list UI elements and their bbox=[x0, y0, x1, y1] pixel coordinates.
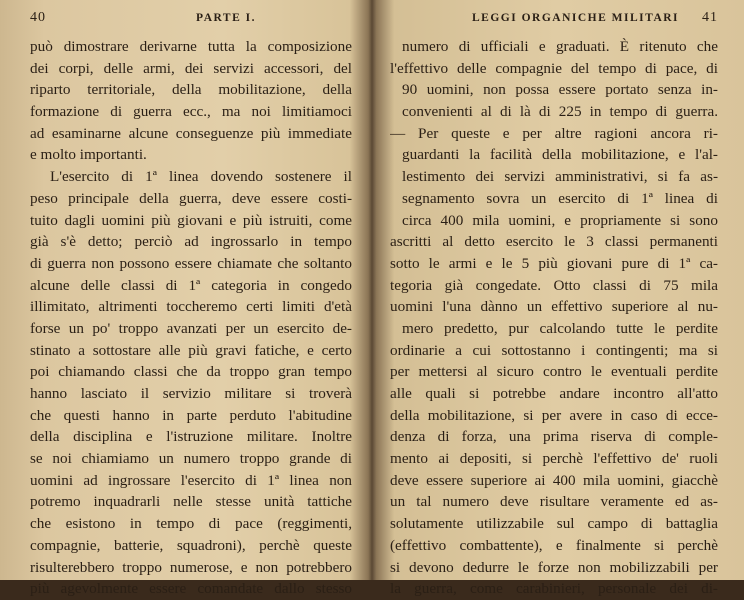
text-line: — Per queste e per altre ragioni ancora ri- bbox=[390, 124, 718, 142]
text-line: di guerra non possono essere chiamate che soltanto bbox=[30, 254, 352, 272]
text-line: dei corpi, delle armi, dei servizi accessori, del bbox=[30, 59, 352, 77]
text-line: della mobilitazione, si per avere in caso di ecce- bbox=[390, 406, 718, 424]
text-line: poi chiamando classi che da troppo gran tempo bbox=[30, 363, 352, 381]
text-line: potremo inquadrarli nelle stesse unità tattiche bbox=[30, 493, 352, 511]
text-line: 90 uomini, non possa essere portato senza in- bbox=[402, 81, 718, 99]
text-line: che esistono in tempo di pace (reggimenti, bbox=[30, 515, 352, 533]
text-line: per mettersi al sicuro contro le eventuali perdite bbox=[390, 363, 718, 381]
text-line: (effettivo combattente), e finalmente si perchè bbox=[390, 536, 718, 554]
text-line: già s'è detto; perciò ad ingrossarlo in tempo bbox=[30, 233, 352, 251]
text-line: risulterebbero troppo numerose, e non potrebbero bbox=[30, 558, 352, 576]
page-number: 41 bbox=[702, 10, 718, 25]
text-line: solutamente utilizzabile sul campo di battaglia bbox=[390, 515, 718, 533]
text-line: si devono dedurre le forze non mobilizzabili per bbox=[390, 558, 718, 576]
text-line: un tal numero deve risultare veramente ed as- bbox=[390, 493, 718, 511]
running-head: LEGGI ORGANICHE MILITARI bbox=[472, 12, 680, 24]
text-line: della disciplina e l'istruzione militare. Inoltre bbox=[30, 428, 352, 446]
right-page-header bbox=[390, 10, 718, 36]
text-line: e molto importanti. bbox=[30, 146, 147, 164]
text-line: mero predetto, pur calcolando tutte le perdite bbox=[402, 319, 718, 337]
page-number: 40 bbox=[30, 10, 46, 25]
text-line: l'effettivo delle compagnie del tempo di pace, di bbox=[390, 59, 718, 77]
text-line: compagnie, batterie, squadroni), perchè queste bbox=[30, 536, 352, 554]
text-line: deve essere superiore ai 400 mila uomini, giacchè bbox=[390, 471, 718, 489]
text-line: riparto territoriale, della mobilitazione, della bbox=[30, 81, 352, 99]
text-line: sotto le armi e le 5 più giovani pure di 1ª ca- bbox=[390, 254, 718, 272]
text-line: numero di ufficiali e graduati. È ritenuto che bbox=[402, 38, 718, 55]
text-line: illimitato, altrimenti toccheremo certi limiti d'età bbox=[30, 298, 352, 316]
text-line: guardanti la facilità della mobilitazione, e l'al- bbox=[402, 146, 718, 164]
text-line: tegoria già congedate. Otto classi di 75 mila bbox=[390, 276, 718, 294]
text-line: alle quali si potrebbe andare incontro all'atto bbox=[390, 385, 718, 402]
text-line: più agevolmente essere comandate dallo stesso bbox=[30, 580, 352, 598]
running-head: PARTE I. bbox=[196, 12, 256, 24]
text-line: tuito dagli uomini più giovani e più istruiti, come bbox=[30, 211, 352, 229]
text-line: se noi chiamiamo un numero troppo grande di bbox=[30, 450, 352, 468]
text-line: hanno lasciato il servizio militare si troverà bbox=[30, 385, 352, 402]
text-line: lestimento dei servizi amministrativi, si fa as- bbox=[402, 168, 718, 186]
text-line: ascritti al detto esercito le 3 classi permanenti bbox=[390, 233, 718, 251]
text-line: può dimostrare derivarne tutta la composizione bbox=[30, 38, 352, 55]
text-line: ad esaminarne alcune conseguenze più immediate bbox=[30, 124, 352, 142]
text-line: convenienti al di là di 225 in tempo di guerra. bbox=[402, 103, 718, 121]
left-page bbox=[0, 0, 366, 598]
text-line: peso principale della guerra, deve essere costi- bbox=[30, 189, 352, 207]
text-line: circa 400 mila uomini, e propriamente si sono bbox=[402, 211, 718, 229]
text-line: formazione di guerra ecc., ma noi limitiamoci bbox=[30, 103, 352, 121]
text-line: la guerra, come carabinieri, personale dei di- bbox=[390, 580, 718, 598]
text-line: denza di forza, una prima riserva di comple- bbox=[390, 428, 718, 446]
text-line: alcune delle classi di 1ª categoria in congedo bbox=[30, 276, 352, 294]
right-page-text bbox=[390, 36, 718, 600]
text-line: uomini ad ingrossare l'esercito di 1ª linea non bbox=[30, 471, 352, 489]
right-page bbox=[378, 0, 744, 598]
text-line: che questi hanno in parte perduto l'abitudine bbox=[30, 406, 352, 424]
text-line: ordinarie a cui sottostanno i contingenti; ma si bbox=[390, 341, 718, 359]
text-line: mento ai depositi, si perchè l'effettivo de' ruoli bbox=[390, 450, 718, 468]
text-line: forse un po' troppo avanzati per un esercito de- bbox=[30, 319, 352, 337]
text-line: L'esercito di 1ª linea dovendo sostenere il bbox=[50, 168, 352, 186]
left-page-text bbox=[30, 36, 352, 600]
left-page-header bbox=[30, 10, 352, 36]
text-line: stinato a sottostare alle più gravi fatiche, e certo bbox=[30, 341, 352, 359]
text-line: segnamento sovra un esercito di 1ª linea di bbox=[402, 189, 718, 207]
text-line: uomini l'una dànno un effettivo superiore al nu- bbox=[390, 298, 718, 316]
